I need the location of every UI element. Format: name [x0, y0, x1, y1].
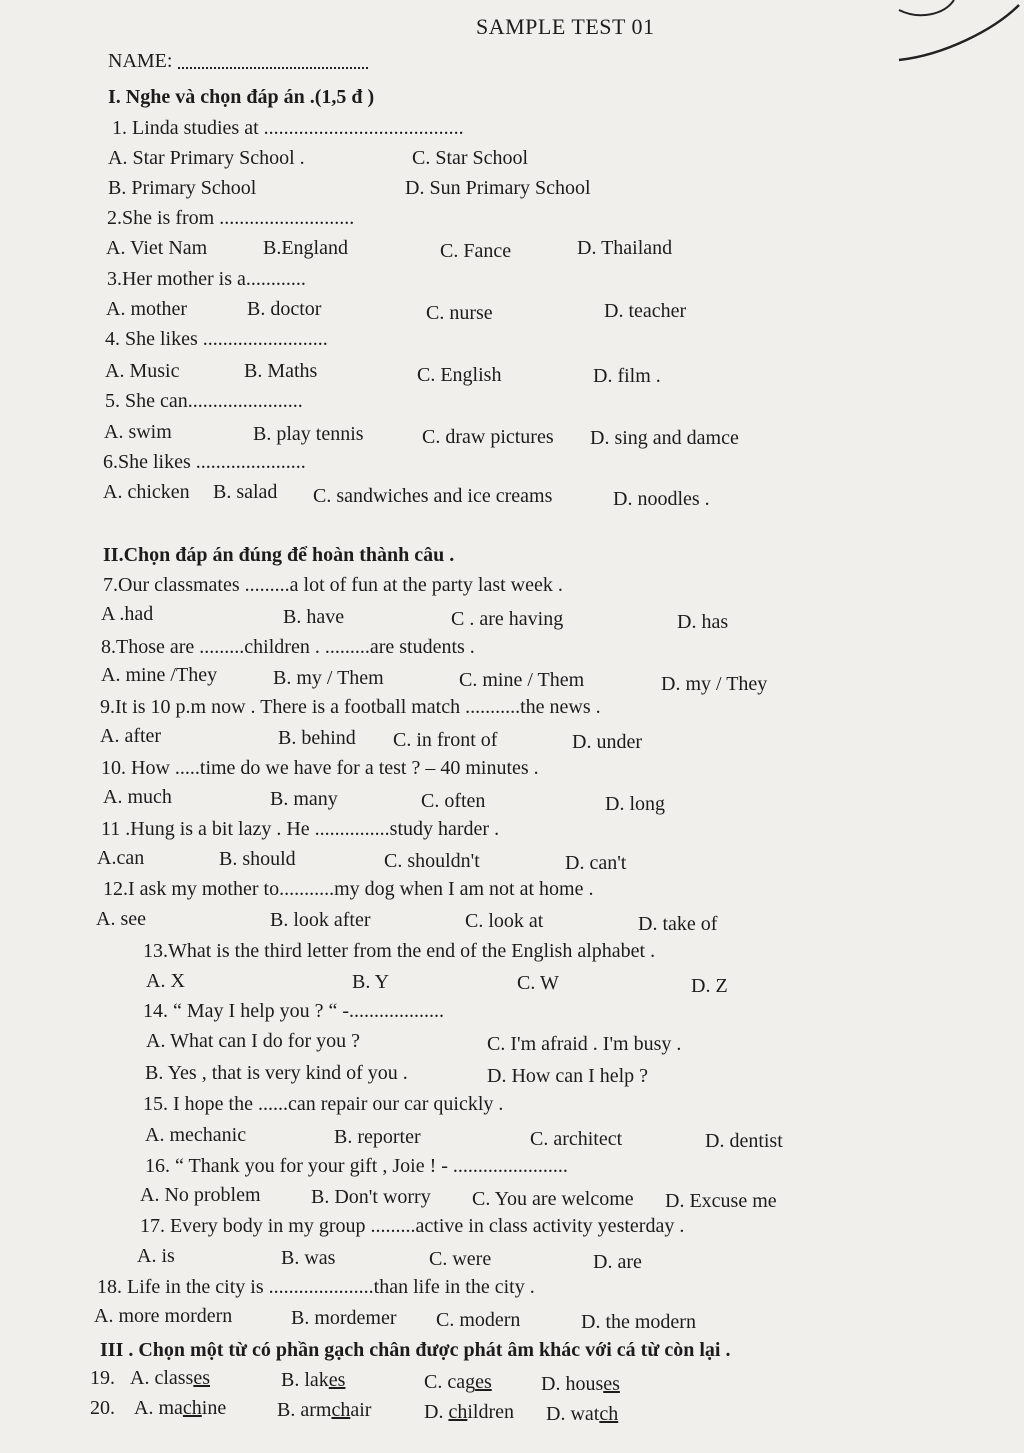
section-1-heading: I. Nghe và chọn đáp án .(1,5 đ ) [108, 86, 375, 108]
q2-option-b: B.England [263, 237, 348, 259]
q13-option-c: C. W [517, 972, 559, 994]
question-14: 14. “ May I help you ? “ -................... [143, 1000, 445, 1022]
q9-option-b: B. behind [278, 727, 356, 749]
section-3-heading: III . Chọn một từ có phần gạch chân được phát âm khác với cá từ còn lại . [100, 1339, 731, 1361]
question-15: 15. I hope the ......can repair our car quickly . [143, 1093, 504, 1115]
q19-option-d: D. houses [541, 1373, 620, 1395]
q20-option-d: D. watch [546, 1403, 619, 1425]
question-10: 10. How .....time do we have for a test ? – 40 minutes . [101, 757, 539, 779]
q11-option-c: C. shouldn't [384, 850, 480, 872]
question-8: 8.Those are .........children . .........are students . [101, 636, 475, 658]
q13-option-b: B. Y [352, 971, 390, 993]
q6-option-c: C. sandwiches and ice creams [313, 485, 553, 507]
q6-option-d: D. noodles . [613, 488, 710, 510]
q3-option-d: D. teacher [604, 300, 687, 322]
q14-option-c: C. I'm afraid . I'm busy . [487, 1033, 682, 1055]
q8-option-c: C. mine / Them [459, 669, 585, 691]
question-1: 1. Linda studies at ........................................ [112, 117, 464, 139]
q15-option-c: C. architect [530, 1128, 623, 1150]
q10-option-c: C. often [421, 790, 486, 812]
q1-option-a: A. Star Primary School . [108, 147, 305, 169]
q1-option-c: C. Star School [412, 147, 529, 169]
q2-option-c: C. Fance [440, 240, 512, 262]
q19-option-b: B. lakes [281, 1369, 346, 1391]
name-field [108, 50, 368, 73]
q18-option-b: B. mordemer [291, 1307, 397, 1329]
q3-option-b: B. doctor [247, 298, 322, 320]
question-20-number: 20. [90, 1397, 115, 1419]
q16-option-d: D. Excuse me [665, 1190, 777, 1212]
q4-option-b: B. Maths [244, 360, 318, 382]
q17-option-b: B. was [281, 1247, 336, 1269]
q16-option-a: A. No problem [140, 1184, 261, 1206]
q5-option-c: C. draw pictures [422, 426, 554, 448]
name-blank [178, 67, 368, 69]
question-18: 18. Life in the city is .....................than life in the city . [97, 1276, 535, 1298]
question-12: 12.I ask my mother to...........my dog when I am not at home . [103, 878, 594, 900]
question-16: 16. “ Thank you for your gift , Joie ! - ....................... [145, 1155, 568, 1177]
name-label: NAME: [108, 50, 173, 72]
q1-option-b: B. Primary School [108, 177, 257, 199]
section-2-heading: II.Chọn đáp án đúng để hoàn thành câu . [103, 544, 455, 566]
q9-option-c: C. in front of [393, 729, 498, 751]
q20-option-a: A. machine [134, 1397, 227, 1419]
q11-option-d: D. can't [565, 852, 627, 874]
q18-option-c: C. modern [436, 1309, 521, 1331]
q9-option-a: A. after [100, 725, 162, 747]
q2-option-d: D. Thailand [577, 237, 673, 259]
q11-option-a: A.can [97, 847, 145, 869]
q11-option-b: B. should [219, 848, 296, 870]
q4-option-c: C. English [417, 364, 502, 386]
q12-option-a: A. see [96, 908, 146, 930]
q4-option-d: D. film . [593, 365, 661, 387]
question-19-number: 19. [90, 1367, 115, 1389]
q5-option-a: A. swim [104, 421, 172, 443]
q20-option-c: D. children [424, 1401, 514, 1423]
q5-option-d: D. sing and damce [590, 427, 739, 449]
q4-option-a: A. Music [105, 360, 180, 382]
question-7: 7.Our classmates .........a lot of fun at the party last week . [103, 574, 563, 596]
question-5: 5. She can....................... [105, 390, 303, 412]
q2-option-a: A. Viet Nam [106, 237, 208, 259]
question-13: 13.What is the third letter from the end of the English alphabet . [143, 940, 656, 962]
q18-option-a: A. more mordern [94, 1305, 233, 1327]
question-17: 17. Every body in my group .........active in class activity yesterday . [140, 1215, 685, 1237]
q17-option-c: C. were [429, 1248, 492, 1270]
q3-option-c: C. nurse [426, 302, 493, 324]
q9-option-d: D. under [572, 731, 642, 753]
q17-option-a: A. is [137, 1245, 175, 1267]
question-4: 4. She likes ......................... [105, 328, 328, 350]
question-3: 3.Her mother is a............ [107, 268, 306, 290]
q13-option-a: A. X [146, 970, 185, 992]
q1-option-d: D. Sun Primary School [405, 177, 591, 199]
q3-option-a: A. mother [106, 298, 188, 320]
q8-option-d: D. my / They [661, 673, 768, 695]
q7-option-a: A .had [101, 603, 154, 625]
q17-option-d: D. are [593, 1251, 642, 1273]
q10-option-b: B. many [270, 788, 338, 810]
q13-option-d: D. Z [691, 975, 728, 997]
question-11: 11 .Hung is a bit lazy . He ...............study harder . [101, 818, 500, 840]
q10-option-d: D. long [605, 793, 665, 815]
q15-option-a: A. mechanic [145, 1124, 247, 1146]
q14-option-a: A. What can I do for you ? [146, 1030, 361, 1052]
question-9: 9.It is 10 p.m now . There is a football match ...........the news . [100, 696, 601, 718]
q15-option-b: B. reporter [334, 1126, 421, 1148]
question-6: 6.She likes ...................... [103, 451, 306, 473]
q7-option-d: D. has [677, 611, 729, 633]
q19-option-a: A. classes [130, 1367, 210, 1389]
q12-option-b: B. look after [270, 909, 371, 931]
q16-option-b: B. Don't worry [311, 1186, 431, 1208]
q14-option-d: D. How can I help ? [487, 1065, 649, 1087]
q15-option-d: D. dentist [705, 1130, 783, 1152]
question-2: 2.She is from ........................... [107, 207, 355, 229]
pen-stroke-mark [804, 0, 1024, 80]
q18-option-d: D. the modern [581, 1311, 696, 1333]
q16-option-c: C. You are welcome [472, 1188, 634, 1210]
q6-option-a: A. chicken [103, 481, 190, 503]
q7-option-b: B. have [283, 606, 345, 628]
q8-option-a: A. mine /They [101, 664, 218, 686]
q10-option-a: A. much [103, 786, 172, 808]
q7-option-c: C . are having [451, 608, 564, 630]
q12-option-d: D. take of [638, 913, 718, 935]
q12-option-c: C. look at [465, 910, 544, 932]
q8-option-b: B. my / Them [273, 667, 384, 689]
q6-option-b: B. salad [213, 481, 278, 503]
q5-option-b: B. play tennis [253, 423, 364, 445]
page-title: SAMPLE TEST 01 [476, 14, 655, 39]
q19-option-c: C. cages [424, 1371, 492, 1393]
q20-option-b: B. armchair [277, 1399, 372, 1421]
q14-option-b: B. Yes , that is very kind of you . [145, 1062, 408, 1084]
